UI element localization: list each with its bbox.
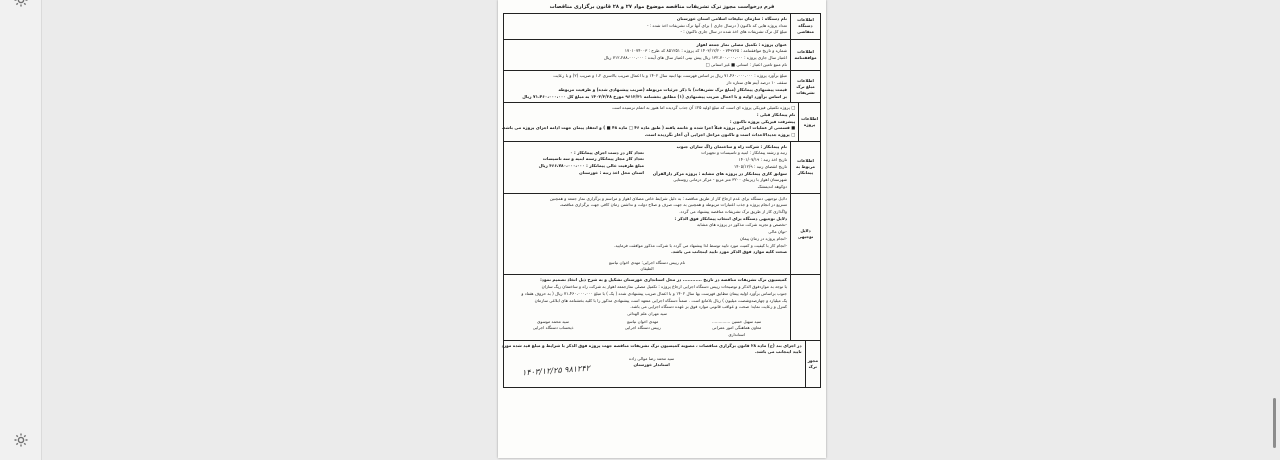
handwritten-note: ۱۴۰۳/۱۲/۲۵ ۹۸۱۲۴۲ [521, 363, 591, 378]
commission-signatures [507, 319, 787, 338]
signer-name: سید محمد رضا موالی زاده [628, 356, 675, 362]
form-line: واگذاری کار از طریق ترک تشریفات مناقصه پیشنهاد می گردد. [679, 209, 787, 215]
footer-section [501, 341, 820, 387]
signer-title: نام رییس دستگاه اجرایی: مهدی اخوان نیاسع [608, 260, 686, 265]
form-line: تاریخ اخذ رتبه : ۱۴۰۱/۰۷/۱۹ [738, 157, 787, 163]
section-label: اطلاعات مبلغ ترک تشریفات [790, 71, 820, 102]
form-line: قیمت پیشنهادی پیمانکار (مبلغ ترک تشریفات) با ذکر جزئیات مربوطه (ضریب پیشنهادی شده) و ظرفیت مربوطه [558, 86, 787, 92]
form-line: -انجام پروژه در زمان پیمان [739, 235, 787, 241]
form-line: شهرستان اهواز با زیربنای ۳۲۰۰ متر مربع - مرکز درمانی روستایی [673, 177, 787, 183]
form-line: نام پیمانکار قبلی : [756, 111, 796, 117]
form-line: شماره و تاریخ موافقتنامه : ۷۴۹۷۶۵ - ۱۴۰۳/۱۲/۲۰ کد پروژه : ۸۵۱۲۵۱ کد طرح : ۱۷۰۱۰۷۴۰۰۳ [624, 48, 787, 54]
signature-block [533, 319, 574, 338]
form-line: ■ قسمتی از عملیات اجرایی پروژه قبلاً اجرا شده و خاتمه یافته ( طبق ماده ۴۶ □ ماده ۴۸ ■ ) و انعقاد پیمان جهت ادامه اجرای پروژه می باشد. [501, 125, 796, 131]
vertical-scrollbar[interactable] [1268, 0, 1280, 460]
form-line: نام پیمانکار : شرکت راه و ساختمان زاگ سازان جنوب [676, 143, 787, 149]
form-line: مبلغ برآورد پروژه : ۷۱،۴۶۰،۰۰۰،۰۰۰ ریال بر اساس فهرست بها ابنیه سال ۱۴۰۲ و با اعمال ضریب بالاسری ۱،۲ و ضریب (۲) و با رعایت [553, 73, 787, 79]
form-line: مبلغ کل ترک تشریفات های اخذ شده در سال جاری تاکنون : - [680, 29, 787, 35]
signer-sub: الطیفان [640, 266, 654, 272]
form-line: تعداد کار در دست اجرای پیمانکار : ۰ [569, 149, 644, 155]
signer-name: سید محمد موسوی [537, 319, 569, 325]
form-line: سوابق کاری پیمانکار در پروژه های مشابه : پروژه مرکز دارالقرآن [652, 170, 787, 176]
approval-line: صحت کلیه موارد فوق الذکر مورد تایید اینجانب می باشد. [671, 249, 787, 255]
form-line: دلایل توجیهی دستگاه برای انتخاب پیمانکار فوق الذکر : [674, 215, 787, 221]
form-line: با توجه به مواردفوق الذکر و توضیحات رییس دستگاه اجرایی ارجاع پروژه : تکمیل مصلی نمازجمعه اهواز به شرکت راه و ساختمان زیگ سازان [541, 284, 787, 290]
signature-block [507, 260, 787, 272]
form-line: رتبه و رشته پیمانکار : ابنیه و تاسیسات و تجهیزات [701, 150, 787, 156]
gear-icon[interactable] [13, 0, 29, 8]
form-line: جنوب براساس برآورد اولیه پیمان مطابق فهرست بها سال ۱۴۰۲ و با اعمال ضریب پیشنهادی شده ( یک ) با مبلغ ۷۱،۴۶۰،۰۰۰،۰۰۰ ریال ( به حروف هفتاد و [521, 290, 787, 296]
form-line: دوکوهه اندیمشک [757, 183, 787, 189]
status-section [501, 103, 820, 142]
form-table [503, 13, 821, 388]
section-label: اطلاعات موافقتنامه [790, 40, 820, 71]
form-line: تعداد کار مجاز پیمانکار رسته ابنیه و سه تاسیسات [542, 156, 644, 162]
signer-title: رییس دستگاه اجرایی [624, 325, 661, 331]
form-line: در اجرای بند (ج) ماده ۲۸ قانون برگزاری مناقصات ، مصوبه کمیسیون ترک تشریفات مناقصه جهت پروژه فوق الذکر با شرایط و مبلغ قید شده مورد [501, 342, 802, 348]
form-title: فرم درخواست مجوز ترک تشریفات مناقصه موضوع مواد ۲۷ و ۲۸ قانون برگزاری مناقصات [549, 4, 775, 10]
section-label: مجوز ترک [805, 341, 820, 387]
form-line: سقف ۱۰ درصد آیتم های ستاره دار [726, 80, 787, 86]
section-label: اطلاعات پروژه [798, 103, 820, 141]
form-line: استان محل اخذ رتبه : خوزستان [579, 169, 644, 175]
form-line: تسریع در انجام پروژه و جذب اعتبارات مربوطه و همچنین به جهت صرف و صلاح دولت و نداشتن زمان کافی جهت برگزاری مناقصه، [559, 202, 787, 208]
amount-section [504, 71, 820, 103]
form-line: -انجام کار با کیفیت و کمیت مورد تایید توسط لذا پیشنهاد می گردد با شرکت مذکور موافقت فرمایید. [614, 242, 787, 248]
form-line: مبلغ ظرفیت خالی پیمانکار : ۳۶۶،۷۸۰،۰۰۰،۰۰۰ ریال [538, 163, 644, 169]
signature-block [625, 319, 661, 338]
form-line: بر اساس برآورد اولیه و با اعمال ضریب پیشنهادی (۱) مطابق بخشنامه ۹۶۱۳/۳۱ مورخ ۱۴۰۲/۲/۲۸ به مبلغ کل ۷۱،۴۶۰،۰۰۰،۰۰۰ ریال [522, 93, 787, 99]
form-line: تایید اینجانب می باشد. [754, 349, 802, 355]
scrollbar-thumb[interactable] [1273, 398, 1276, 448]
signer-title: معاون هماهنگی امور عمرانی [712, 325, 762, 331]
applicant-section [504, 14, 820, 40]
form-line: □ پروژه جدیدالاحداث است و تاکنون مراحل اجرایی آن آغاز نگردیده است. [644, 132, 796, 138]
commission-section [504, 275, 820, 340]
form-line: اعتبار سال جاری پروژه : ۱۳۲،۷۰۰،۰۰۰،۰۰۰ ریال پیش بینی اعتبار سال های آینده : ۷۱۲،۲۸۸،۰۰۰،۰۰۰ ریال [603, 55, 787, 61]
project-section [504, 40, 820, 72]
form-line: کمیسیون ترک تشریفات مناقصه در تاریخ ............ در محل استانداری خوزستان تشکیل و به شرح ذیل اتخاذ تصمیم نمود: [540, 277, 787, 283]
form-line: یک میلیارد و چهارصدوشصت میلیون ) ریال بلامانع است . ضمناً دستگاه اجرایی متعهد است پیشنهادی مذکور را با کلیه بخشنامه های ابلاغی سازمان [534, 297, 787, 303]
form-line: -تخصص و تجربه شرکت مذکور در پروژه های مشابه [697, 222, 787, 228]
signer-name: سید سهیل حسین .............. [712, 319, 762, 325]
form-line: تاریخ انقضای رتبه : ۱۴۰۵/۱۲/۹ [734, 163, 787, 169]
gear-icon[interactable] [13, 432, 29, 448]
form-line: دلایل توجیهی دستگاه برای عدم ارجاع کار از طریق مناقصه : به دلیل شرایط خاص مصلای اهواز و مراسم و برگزاری نماز جمعه و همچنین [549, 195, 787, 201]
document-page [498, 0, 826, 458]
signature-block [712, 319, 761, 338]
reasons-section [504, 194, 820, 276]
section-label: اطلاعات مربوط به پیمانکار [790, 142, 820, 193]
contractor-section [504, 142, 820, 194]
form-line: نام دستگاه : سازمان تبلیغات اسلامی استان خوزستان [676, 16, 787, 21]
form-line: تعداد پروژه هایی که تاکنون ( درسال جاری ) برای آنها ترک تشریفات اخذ شده : - [646, 22, 787, 28]
viewer-side-rail [0, 0, 42, 460]
form-line: پیشرفت فیزیکی پروژه تاکنون : [729, 118, 796, 124]
signer-title: استاندار خوزستان [633, 362, 670, 368]
signer-title: ذیحساب دستگاه اجرایی [532, 325, 574, 331]
form-line: کنترل و رعایت نماید؛ صحت و عواقب قانونی موارد فوق بر عهده دستگاه اجرایی می باشد. [630, 304, 787, 310]
section-label: دلایل توجیهی [790, 194, 820, 275]
signer-name: سید مهران علم الهدائی [627, 310, 667, 316]
signer-sub: استانداری [728, 331, 746, 337]
form-line: -توان مالی [768, 229, 787, 235]
signer-name: مهدی اخوان نیاسع [627, 319, 659, 325]
form-line: عنوان پروژه : تکمیل مصلی نماز جمعه اهواز [696, 41, 787, 47]
form-line: □ پروژه تکمیلی فیزیکی پروژه ای است که مبلغ اولیه ۲۵٪ آن جذب گردیده اما هنوز به اتمام نرسیده است [612, 105, 796, 111]
section-label: اطلاعات دستگاه متقاضی [790, 14, 820, 39]
form-line: نام منبع تامین اعتبار : استانی ■ غیر استانی □ [705, 61, 787, 67]
